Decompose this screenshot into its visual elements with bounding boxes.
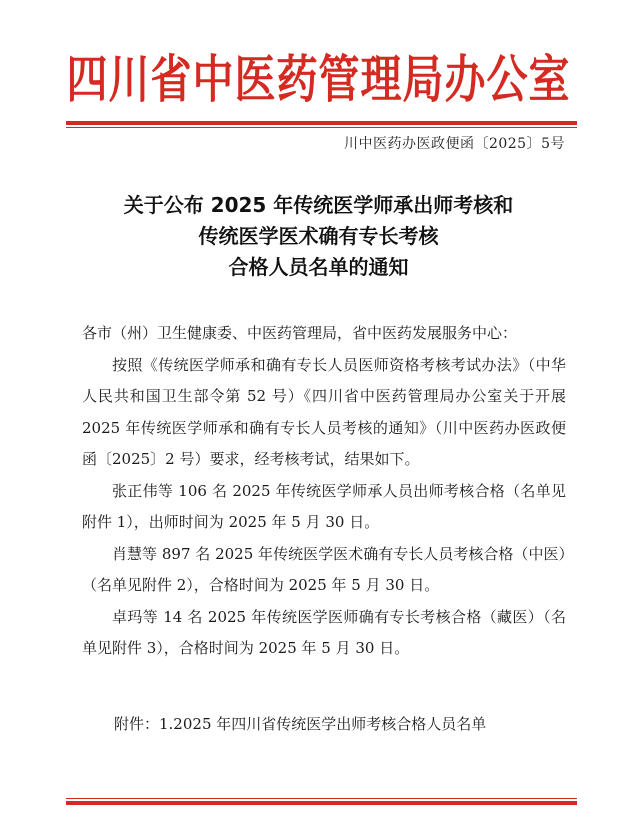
paragraph-basis: 按照《传统医学师承和确有专长人员医师资格考核考试办法》（中华人民共和国卫生部令第 52 号）《四川省中医药管理局办公室关于开展 2025 年传统医学师承和确有专长人员考核的通知》（川中医药办医政便函〔2025〕2 号）要求，经考核考试，结果如下。 xyxy=(82,355,566,468)
header-red-rule-thin xyxy=(66,127,577,128)
notice-title-line-2: 传统医学医术确有专长考核 xyxy=(198,224,439,248)
footer-red-rule-thin xyxy=(66,798,577,799)
document-number: 川中医药办医政便函〔2025〕5号 xyxy=(343,136,565,152)
notice-title-line-1: 关于公布 2025 年传统医学师承出师考核和 xyxy=(123,193,514,217)
paragraph-tibetan-specialty-result: 卓玛等 14 名 2025 年传统医学医师确有专长考核合格（藏医）（名单见附件 3），合格时间为 2025 年 5 月 30 日。 xyxy=(82,607,566,657)
paragraph-apprenticeship-result: 张正伟等 106 名 2025 年传统医学师承人员出师考核合格（名单见附件 1），出师时间为 2025 年 5 月 30 日。 xyxy=(82,481,566,531)
footer-red-rule-thick xyxy=(66,801,577,805)
header-red-rule-thick xyxy=(66,121,577,125)
attachment-line: 附件：1.2025 年四川省传统医学出师考核合格人员名单 xyxy=(114,715,487,733)
notice-title xyxy=(0,190,637,283)
salutation: 各市（州）卫生健康委、中医药管理局，省中医药发展服务中心： xyxy=(82,324,518,342)
notice-body xyxy=(82,318,566,665)
org-header-title: 四川省中医药管理局办公室 xyxy=(66,49,571,110)
paragraph-tcm-specialty-result: 肖慧等 897 名 2025 年传统医学医术确有专长人员考核合格（中医）（名单见附件 2），合格时间为 2025 年 5 月 30 日。 xyxy=(82,544,566,594)
notice-title-line-3: 合格人员名单的通知 xyxy=(228,255,409,279)
